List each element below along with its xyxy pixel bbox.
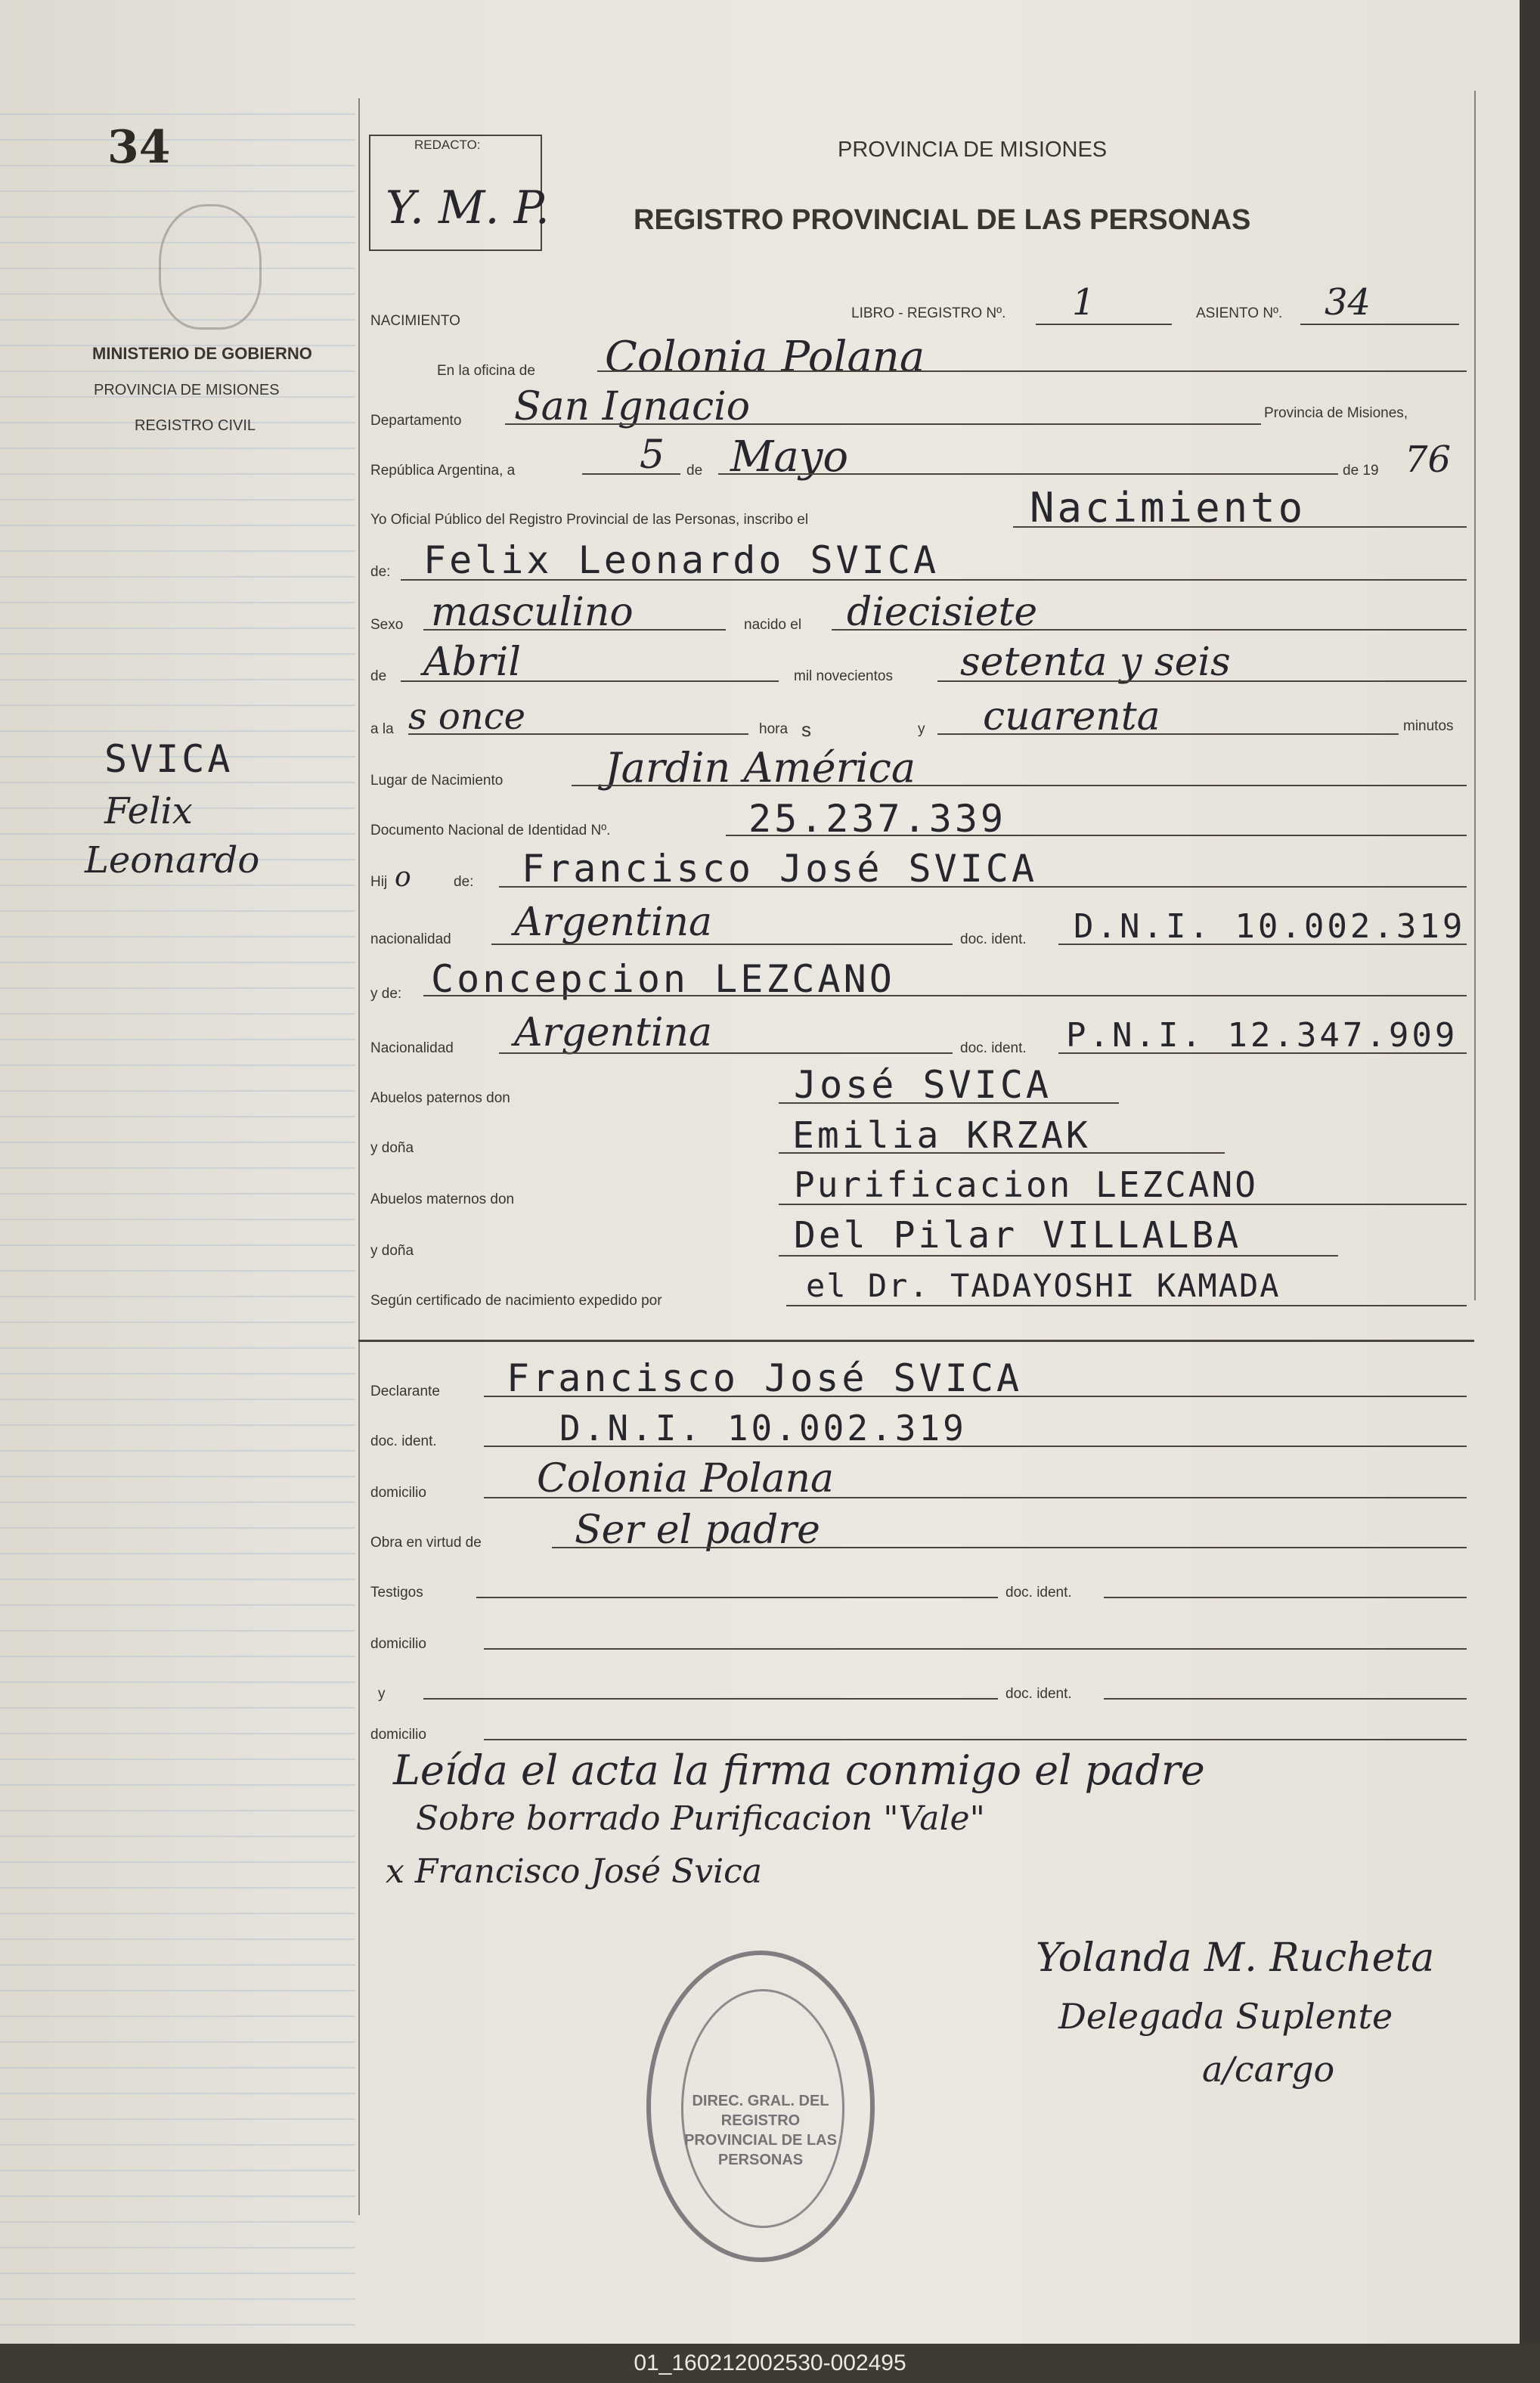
mil-label: mil novecientos [794, 668, 893, 684]
ruled-line [0, 1861, 355, 1863]
ruled-line [0, 2041, 355, 2043]
ruled-line [0, 1064, 355, 1066]
ruled-line [0, 2016, 355, 2017]
abuelos-maternos-label: Abuelos maternos don [370, 1192, 515, 1207]
ruled-line [0, 1116, 355, 1117]
ruled-line [0, 602, 355, 603]
certificado-value: el Dr. TADAYOSHI KAMADA [806, 1267, 1281, 1304]
ruled-line [0, 2196, 355, 2197]
month-value: Mayo [730, 432, 849, 482]
ruled-line [0, 1373, 355, 1374]
ministry-line3: REGISTRO CIVIL [135, 417, 256, 434]
ruled-line [0, 1553, 355, 1554]
ruled-line [0, 1656, 355, 1657]
page-number: 34 [107, 121, 171, 174]
horas-suffix: s [801, 718, 811, 741]
nacido-label: nacido el [744, 617, 802, 633]
abuelo-materno-value: Purificacion LEZCANO [794, 1164, 1258, 1205]
hijo-label: Hij [370, 874, 388, 890]
ruled-line [0, 2247, 355, 2248]
ruled-line [0, 1681, 355, 1683]
signature-name: Yolanda M. Rucheta [1036, 1935, 1435, 1981]
margin-line [358, 98, 360, 2215]
ruled-line [0, 1013, 355, 1015]
ruled-line [0, 1219, 355, 1220]
yde-label: y de: [370, 986, 402, 1002]
padre-value: Francisco José SVICA [522, 847, 1038, 891]
ruled-line [0, 2273, 355, 2274]
hijo-suffix: o [395, 862, 411, 893]
testigos-doc-label: doc. ident. [1005, 1585, 1072, 1601]
ruled-line [0, 1039, 355, 1040]
ruled-line [0, 628, 355, 629]
obra-label: Obra en virtud de [370, 1535, 482, 1551]
ruled-line [0, 1167, 355, 1169]
ruled-line [0, 910, 355, 912]
note-line3: x Francisco José Svica [386, 1852, 763, 1891]
ruled-line [0, 576, 355, 578]
obra-value: Ser el padre [575, 1508, 820, 1553]
official-seal [646, 1951, 875, 2262]
month-birth-value: Abril [423, 640, 521, 685]
libro-label: LIBRO - REGISTRO Nº. [851, 305, 1006, 321]
year-birth-value: setenta y seis [960, 640, 1231, 685]
ruled-line [0, 113, 355, 115]
alas-label: a la [370, 721, 394, 737]
ruled-line [0, 1450, 355, 1452]
ruled-line [0, 1630, 355, 1632]
dni-label: Documento Nacional de Identidad Nº. [370, 823, 611, 838]
ruled-line [0, 1193, 355, 1195]
de2-label: de: [370, 564, 391, 580]
minutos-value: cuarenta [983, 694, 1160, 739]
ruled-line [0, 1399, 355, 1400]
lugar-value: Jardin América [605, 744, 916, 792]
image-filename-footer: 01_160212002530-002495 [0, 2344, 1540, 2383]
lugar-label: Lugar de Nacimiento [370, 773, 504, 789]
ruled-line [0, 1733, 355, 1734]
ruled-line [0, 1707, 355, 1709]
ruled-line [0, 191, 355, 192]
redacto-value: Y. M. P. [386, 181, 550, 234]
ruled-line [0, 705, 355, 706]
ruled-line [0, 987, 355, 989]
declarante-label: Declarante [370, 1384, 440, 1399]
ruled-line [0, 2144, 355, 2146]
ruled-line [0, 679, 355, 680]
child-name-value: Felix Leonardo SVICA [423, 538, 940, 582]
ruled-line [0, 2324, 355, 2326]
ruled-line [0, 833, 355, 835]
ruled-line [0, 473, 355, 475]
ruled-line [0, 1759, 355, 1760]
departamento-label: Departamento [370, 413, 462, 429]
inscripcion-value: Nacimiento [1030, 484, 1306, 531]
ruled-line [0, 1810, 355, 1811]
oficina-label: En la oficina de [437, 363, 535, 379]
dni-value: 25.237.339 [748, 797, 1007, 841]
right-border-line [1474, 91, 1476, 1300]
abuelos-paternos-label: Abuelos paternos don [370, 1090, 510, 1106]
doc-madre-value: P.N.I. 12.347.909 [1066, 1016, 1458, 1055]
oficial-label: Yo Oficial Público del Registro Provincial de las Personas, inscribo el [370, 512, 809, 528]
margin-surname: SVICA [104, 737, 234, 781]
sexo-value: masculino [431, 590, 634, 635]
note-line2: Sobre borrado Purificacion "Vale" [416, 1799, 985, 1838]
testigos-label: Testigos [370, 1585, 423, 1601]
ruled-line [0, 653, 355, 655]
de-label: de [686, 463, 703, 479]
ruled-line [0, 525, 355, 526]
ruled-line [0, 1579, 355, 1580]
asiento-label: ASIENTO Nº. [1196, 305, 1283, 321]
ruled-line [0, 1296, 355, 1297]
domicilio3-label: domicilio [370, 1727, 426, 1743]
ruled-line [0, 2067, 355, 2068]
republica-label: República Argentina, a [370, 463, 516, 479]
ruled-line [0, 1322, 355, 1323]
declarante-domicilio-label: domicilio [370, 1485, 426, 1501]
provincia-label: Provincia de Misiones, [1264, 405, 1408, 421]
ruled-line [0, 370, 355, 372]
ruled-line [0, 1527, 355, 1529]
asiento-value: 34 [1325, 281, 1371, 324]
signature-role1: Delegada Suplente [1058, 1996, 1393, 2037]
abuelo-paterno-value: José SVICA [794, 1063, 1052, 1107]
ruled-line [0, 550, 355, 552]
ydona2-label: y doña [370, 1243, 414, 1259]
ruled-line [0, 499, 355, 500]
doc3-label: doc. ident. [1005, 1686, 1072, 1702]
ruled-line [0, 1270, 355, 1272]
ruled-line [0, 1090, 355, 1092]
ruled-line [0, 1604, 355, 1606]
ruled-line [0, 2093, 355, 2094]
abuela-materna-value: Del Pilar VILLALBA [794, 1214, 1242, 1257]
oficina-value: Colonia Polana [605, 333, 925, 382]
y-label: y [918, 721, 925, 737]
ruled-line [0, 165, 355, 166]
docident2-label: doc. ident. [960, 1040, 1027, 1056]
signature-role2: a/cargo [1202, 2049, 1335, 2090]
ruled-line [0, 885, 355, 886]
ministry-line1: MINISTERIO DE GOBIERNO [92, 344, 312, 363]
de3-label: de [370, 668, 387, 684]
margin-firstname: Felix [104, 790, 193, 832]
ruled-line [0, 2170, 355, 2171]
ministry-line2: PROVINCIA DE MISIONES [94, 382, 280, 398]
departamento-value: San Ignacio [514, 384, 751, 429]
ruled-line [0, 2221, 355, 2223]
day-value: 5 [640, 432, 665, 478]
y2-label: y [378, 1686, 386, 1702]
ruled-line [0, 2118, 355, 2120]
padre-label: de: [454, 874, 474, 890]
ruled-line [0, 2298, 355, 2300]
ruled-line [0, 139, 355, 141]
year-value: 76 [1405, 438, 1452, 481]
ruled-line [0, 1501, 355, 1503]
madre-value: Concepcion LEZCANO [431, 957, 895, 1001]
nacimiento-label: NACIMIENTO [370, 313, 460, 329]
ruled-line [0, 1142, 355, 1143]
abuela-paterna-value: Emilia KRZAK [792, 1114, 1091, 1157]
registry-title: REGISTRO PROVINCIAL DE LAS PERSONAS [634, 204, 1251, 236]
nacionalidad-madre-value: Argentina [514, 1010, 712, 1055]
ruled-line [0, 1887, 355, 1889]
seal-text: DIREC. GRAL. DEL REGISTRO PROVINCIAL DE LAS PERSONAS [684, 2093, 837, 2168]
declarante-doc-label: doc. ident. [370, 1433, 437, 1449]
ruled-line [0, 1424, 355, 1426]
ruled-line [0, 1836, 355, 1837]
redacto-label: REDACTO: [414, 138, 481, 152]
minutos-label: minutos [1403, 718, 1454, 734]
docident-label: doc. ident. [960, 931, 1027, 947]
nacionalidad-label: nacionalidad [370, 931, 451, 947]
ydona-label: y doña [370, 1140, 414, 1156]
sexo-label: Sexo [370, 617, 404, 633]
year-label: de 19 [1343, 463, 1379, 479]
hora-value: s once [408, 696, 525, 738]
coat-of-arms-icon [159, 204, 262, 330]
ruled-line [0, 1476, 355, 1477]
ruled-line [0, 1913, 355, 1914]
declarante-value: Francisco José SVICA [507, 1356, 1023, 1400]
ruled-line [0, 1990, 355, 1991]
ruled-line [0, 962, 355, 963]
libro-value: 1 [1072, 281, 1095, 324]
note-line1: Leída el acta la firma conmigo el padre [393, 1746, 1205, 1794]
ruled-line [0, 936, 355, 937]
ruled-line [0, 1244, 355, 1246]
ruled-line [0, 782, 355, 783]
ruled-line [0, 730, 355, 732]
ruled-line [0, 448, 355, 449]
ruled-line [0, 1938, 355, 1940]
nacionalidad-padre-value: Argentina [514, 900, 712, 945]
nacionalidad2-label: Nacionalidad [370, 1040, 454, 1056]
ruled-line [0, 1784, 355, 1786]
horas-label: hora [759, 721, 789, 737]
ruled-line [0, 1964, 355, 1966]
declarante-domicilio-value: Colonia Polana [537, 1456, 834, 1501]
nacido-value: diecisiete [847, 590, 1038, 635]
margin-middlename: Leonardo [85, 839, 260, 882]
doc-padre-value: D.N.I. 10.002.319 [1074, 907, 1466, 946]
declarante-doc-value: D.N.I. 10.002.319 [559, 1408, 967, 1449]
domicilio2-label: domicilio [370, 1636, 426, 1652]
certificado-label: Según certificado de nacimiento expedido por [370, 1293, 662, 1309]
province-header: PROVINCIA DE MISIONES [838, 138, 1108, 162]
ruled-line [0, 1347, 355, 1349]
